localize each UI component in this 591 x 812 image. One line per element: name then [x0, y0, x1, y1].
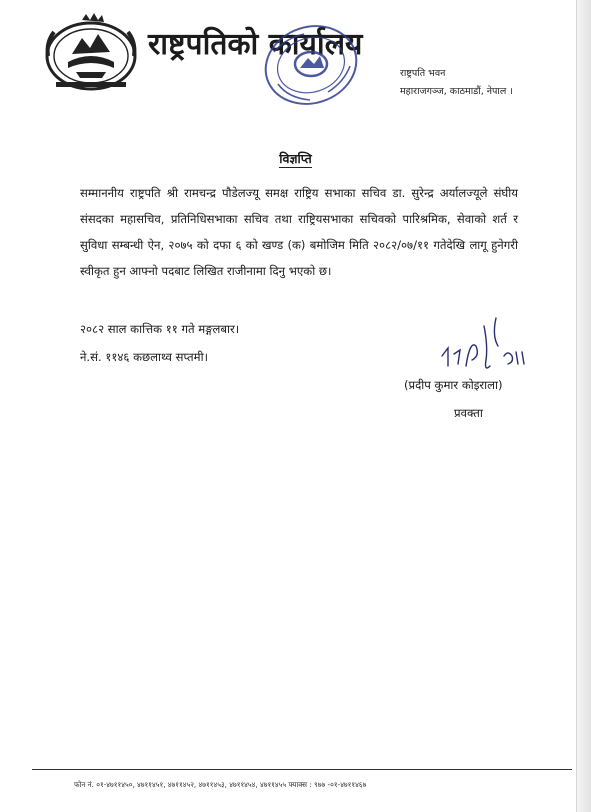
signatory-role: प्रवक्ता	[454, 406, 483, 420]
notice-title	[0, 150, 591, 167]
address-line-1: राष्ट्रपति भवन	[400, 68, 446, 79]
official-stamp-icon	[258, 22, 364, 108]
footer-contact: फोन नं. ०१-४७११४५०, ४७११४५१, ४७११४५२, ४७११४५३, ४७११४५४, ४७११४५५ फ्याक्स : ९७७ -०१-४७११४६७	[74, 780, 367, 789]
page-edge	[576, 0, 591, 812]
notice-title-text: विज्ञप्ति	[279, 151, 312, 166]
date-line-bikram-sambat: २०८२ साल कात्तिक ११ गते मङ्गलबार।	[80, 322, 240, 336]
date-line-nepal-sambat: ने.सं. ११४६ कछलाथ्व सप्तमी।	[80, 350, 208, 364]
signature-icon	[418, 316, 530, 382]
notice-body	[80, 180, 518, 284]
notice-body-paragraph: सम्माननीय राष्ट्रपति श्री रामचन्द्र पौडेलज्यू समक्ष राष्ट्रिय सभाका सचिव डा. सुरेन्द्र अर्यालज्यूले संघीय संसदका महासचिव, प्रतिनिधिसभाका सचिव तथा राष्ट्रियसभाका सचिवको पारिश्रमिक, सेवाको शर्त र सुविधा सम्बन्धी ऐन, २०७५ को दफा ६ को खण्ड (क) बमोजिम मिति २०८२/०७/११ गतेदेखि लागू हुनेगरी स्वीकृत हुन आफ्नो पदबाट लिखित राजीनामा दिनु भएको छ।	[80, 186, 518, 278]
footer-divider	[32, 769, 572, 770]
office-title: राष्ट्रपतिको कार्यालय	[148, 27, 363, 62]
signatory-name: (प्रदीप कुमार कोइराला)	[404, 378, 503, 392]
national-emblem-icon	[42, 12, 140, 92]
address-line-2: महाराजगञ्ज, काठमाडौं, नेपाल ।	[400, 86, 513, 97]
